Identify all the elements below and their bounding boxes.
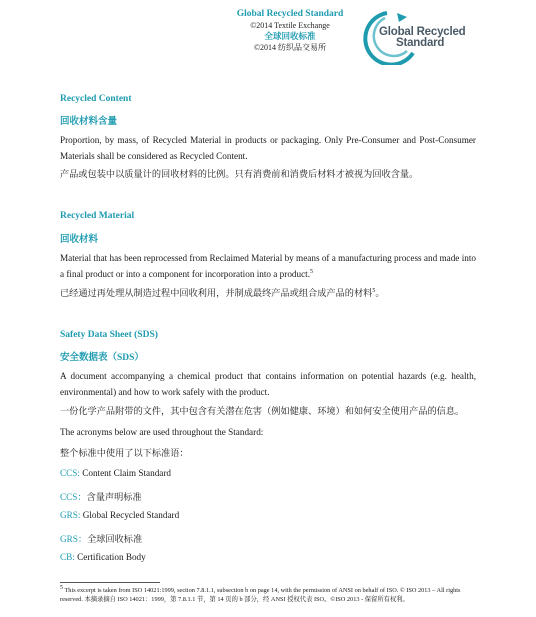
- header-title: Global Recycled Standard: [236, 9, 344, 19]
- acronym-text: Global Recycled Standard: [80, 510, 180, 520]
- acronym-code: CB:: [60, 552, 75, 562]
- header-copyright-zh: ©2014 纺织品交易所: [253, 43, 327, 52]
- section-heading-zh: 回收材料含量: [60, 117, 118, 127]
- acronym-text: Certification Body: [74, 552, 146, 562]
- section-body-zh: 一份化学产品附带的文件，其中包含有关潜在危害（例如健康、环境）和如何安全使用产品的信息。: [60, 406, 465, 416]
- section-body: [60, 251, 476, 282]
- acronym-code: GRS:: [60, 510, 81, 520]
- section-body: A document accompanying a chemical product that contains information on potential hazards (e.g. health, environmental) and how to work safely with the product.: [60, 371, 476, 397]
- grs-logo: [357, 9, 469, 65]
- acronym-item: [60, 531, 476, 545]
- footnote-marker: 5: [60, 584, 63, 591]
- acronyms-intro-zh: 整个标准中使用了以下标准语：: [60, 448, 189, 458]
- acronym-item: [60, 552, 476, 562]
- header-text-block: [210, 9, 370, 59]
- footnote-ref-zh: 5: [372, 287, 376, 294]
- footnote-divider: [60, 582, 160, 583]
- acronym-item: [60, 510, 476, 520]
- logo-line-1: Global Recycled: [379, 26, 466, 38]
- acronym-item: [60, 489, 476, 503]
- section-body: Proportion, by mass, of Recycled Material in products or packaging. Only Pre-Consumer and Post-Consumer Materials shall be considered as Recycled Content.: [60, 135, 476, 161]
- section-body-zh-end: 。: [375, 288, 385, 298]
- section-heading-zh: 安全数据表（SDS）: [60, 353, 144, 363]
- acronym-code: GRS：: [60, 534, 88, 544]
- acronym-text: 全球回收标准: [87, 534, 143, 544]
- logo-line-2: Standard: [396, 37, 445, 49]
- acronym-text: Content Claim Standard: [79, 468, 172, 478]
- header-copyright: ©2014 Textile Exchange: [250, 21, 330, 30]
- section-body-zh: [60, 286, 476, 301]
- section-body-zh-text: 已经通过再处理从制造过程中回收利用，并制成最终产品或组合成产品的材料: [60, 288, 373, 298]
- section-body-zh: 产品或包装中以质量计的回收材料的比例。只有消费前和消费后材料才被视为回收含量。: [60, 169, 419, 179]
- section-heading: Safety Data Sheet (SDS): [60, 330, 158, 340]
- section-heading: Recycled Content: [60, 94, 132, 104]
- section-heading-zh: 回收材料: [60, 235, 99, 245]
- header-title-zh: 全球回收标准: [264, 31, 316, 41]
- acronym-text: 含量声明标准: [86, 492, 142, 502]
- footnote-text: This excerpt is taken from ISO 14021:1999, section 7.8.1.1, subsection b on page 14, with the permission of ANSI on behalf of ISO. © ISO 2013 – All rights reserved. 本摘录摘自 ISO 14021：1999，第 7.8.1.1 节，第 14 页的 b 部分，经 ANSI 授权代表 ISO。©ISO 2013 - 保留所有权利。: [60, 587, 461, 603]
- acronym-code: CCS：: [60, 492, 87, 502]
- logo-wordmark: [379, 27, 465, 49]
- footnote-ref: 5: [310, 268, 314, 275]
- section-heading: Recycled Material: [60, 211, 135, 221]
- page-header: [0, 9, 536, 65]
- footnote: [60, 584, 476, 604]
- acronym-item: [60, 468, 476, 478]
- acronym-code: CCS:: [60, 468, 80, 478]
- section-body-text: Material that has been reprocessed from Reclaimed Material by means of a manufacturing process and made into a final product or into a component for incorporation into a product.: [60, 253, 476, 279]
- acronyms-intro: The acronyms below are used throughout the Standard:: [60, 427, 264, 437]
